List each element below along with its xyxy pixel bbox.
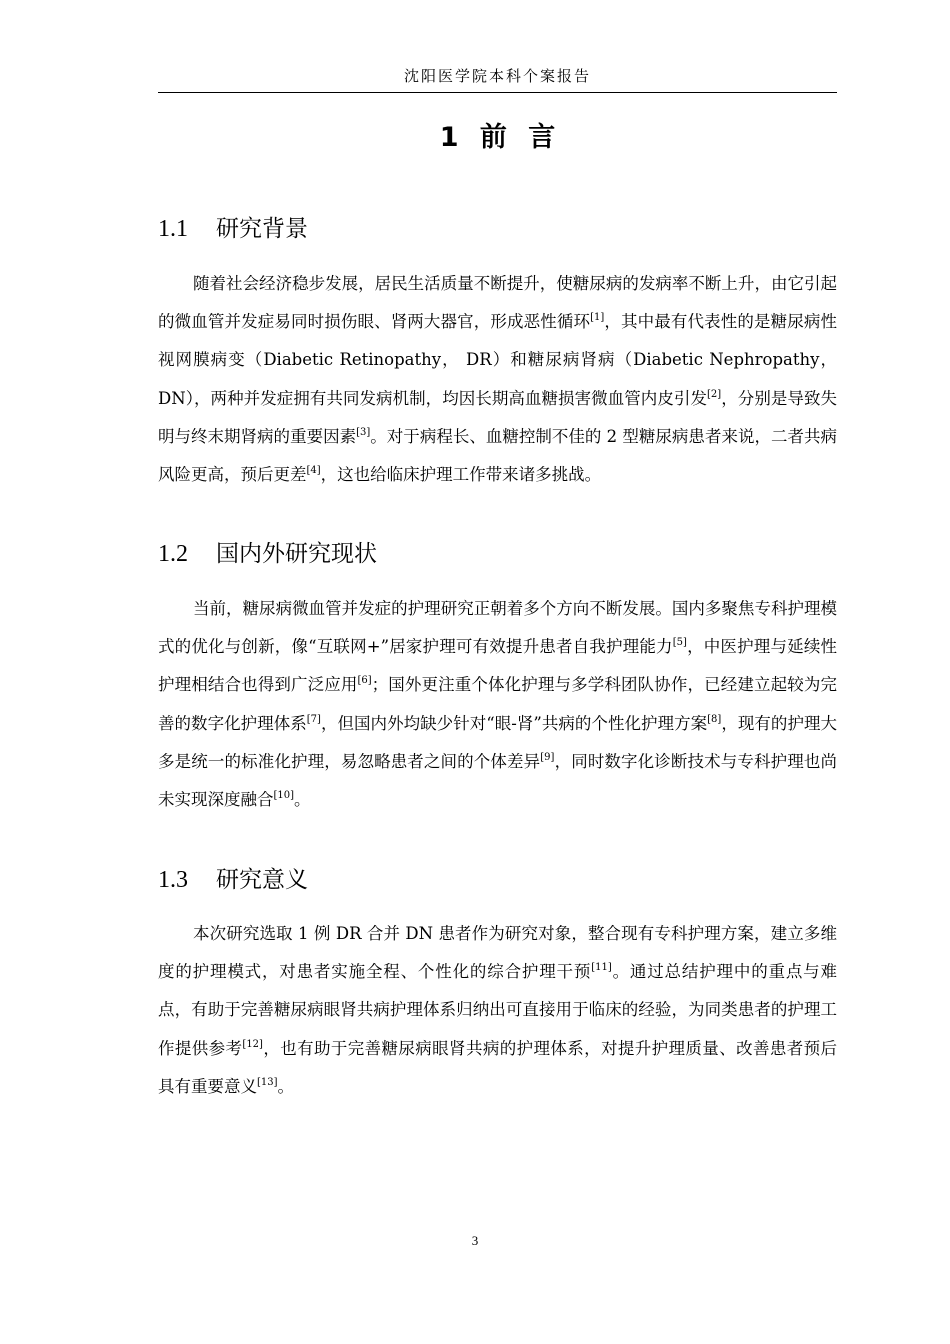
paragraph-text: ，分别是导致失明与终末期肾病的重要因素	[158, 388, 838, 446]
citation-ref: [6]	[357, 675, 372, 687]
paragraph-text: 随着社会经济稳步发展，居民生活质量不断提升，使糖尿病的发病率不断上升，由它引起的微血管并发症易同时损伤眼、肾两大器官，形成恶性循环	[158, 274, 837, 332]
body-paragraph	[158, 590, 837, 819]
paragraph-text: 。	[294, 790, 311, 810]
section-title: 国内外研究现状	[216, 541, 377, 567]
citation-ref: [8]	[707, 713, 722, 725]
citation-ref: [2]	[707, 388, 722, 400]
section-title: 研究意义	[216, 867, 308, 893]
paragraph-text: 。通过总结护理中的重点与难点，有助于完善糖尿病眼肾共病护理体系归纳出可直接用于临床的经验，为同类患者的护理工作提供参考	[158, 962, 837, 1058]
chapter-title-char: 前	[479, 122, 507, 153]
paragraph-text: ，也有助于完善糖尿病眼肾共病的护理体系，对提升护理质量、改善患者预后具有重要意义	[158, 1038, 838, 1096]
paragraph-text: 当前，糖尿病微血管并发症的护理研究正朝着多个方向不断发展。国内多聚焦专科护理模式的优化与创新，像“互联网+”居家护理可有效提升患者自我护理能力	[158, 599, 837, 657]
citation-ref: [13]	[257, 1076, 278, 1088]
paragraph-text: 。对于病程长、血糖控制不佳的 2 型糖尿病患者来说，二者共病风险更高，预后更差	[158, 426, 838, 485]
paragraph-text: 本次研究选取 1 例 DR 合并 DN 患者作为研究对象，整合现有专科护理方案，建立多维度的护理模式，对患者实施全程、个性化的综合护理干预	[158, 924, 837, 982]
citation-ref: [1]	[590, 312, 605, 324]
citation-ref: [4]	[306, 465, 321, 477]
section-number: 1.3	[158, 867, 188, 893]
paragraph-text: ，但国内外均缺少针对“眼-肾”共病的个性化护理方案	[320, 713, 708, 733]
citation-ref: [11]	[591, 962, 612, 974]
page-number: 3	[471, 1233, 479, 1248]
citation-ref: [5]	[672, 637, 687, 649]
citation-ref: [3]	[356, 426, 371, 438]
paragraph-text: ；国外更注重个体化护理与多学科团队协作，已经建立起较为完善的数字化护理体系	[158, 675, 838, 733]
paragraph-text: ，中医护理与延续性护理相结合也得到广泛应用	[158, 637, 837, 695]
paragraph-text: ，同时数字化诊断技术与专科护理也尚未实现深度融合	[158, 751, 838, 810]
paragraph-text: ，这也给临床护理工作带来诸多挑战。	[320, 465, 602, 485]
citation-ref: [10]	[273, 790, 295, 802]
section-heading	[158, 538, 837, 570]
paragraph-text: ，现有的护理大多是统一的标准化护理，易忽略患者之间的个体差异	[158, 713, 838, 771]
chapter-title	[158, 118, 837, 158]
section-number: 1.1	[158, 216, 188, 242]
section-heading	[158, 864, 837, 896]
chapter-number: 1	[439, 122, 459, 153]
citation-ref: [7]	[306, 713, 321, 725]
section-number: 1.2	[158, 541, 188, 567]
section-heading	[158, 213, 837, 245]
body-paragraph	[158, 915, 837, 1106]
citation-ref: [9]	[540, 751, 555, 763]
section-title: 研究背景	[216, 216, 308, 242]
running-header: 沈阳医学院本科个案报告	[158, 66, 837, 93]
citation-ref: [12]	[242, 1038, 263, 1050]
paragraph-text: ，其中最有代表性的是糖尿病性视网膜病变（Diabetic Retinopathy， DR）和糖尿病肾病（Diabetic Nephropathy， DN），两种并发症拥有共同发病机制，均因长期高血糖损害微血管内皮引发	[158, 312, 838, 408]
chapter-title-char: 言	[528, 122, 556, 153]
body-paragraph	[158, 265, 837, 494]
paragraph-text: 。	[277, 1076, 295, 1096]
